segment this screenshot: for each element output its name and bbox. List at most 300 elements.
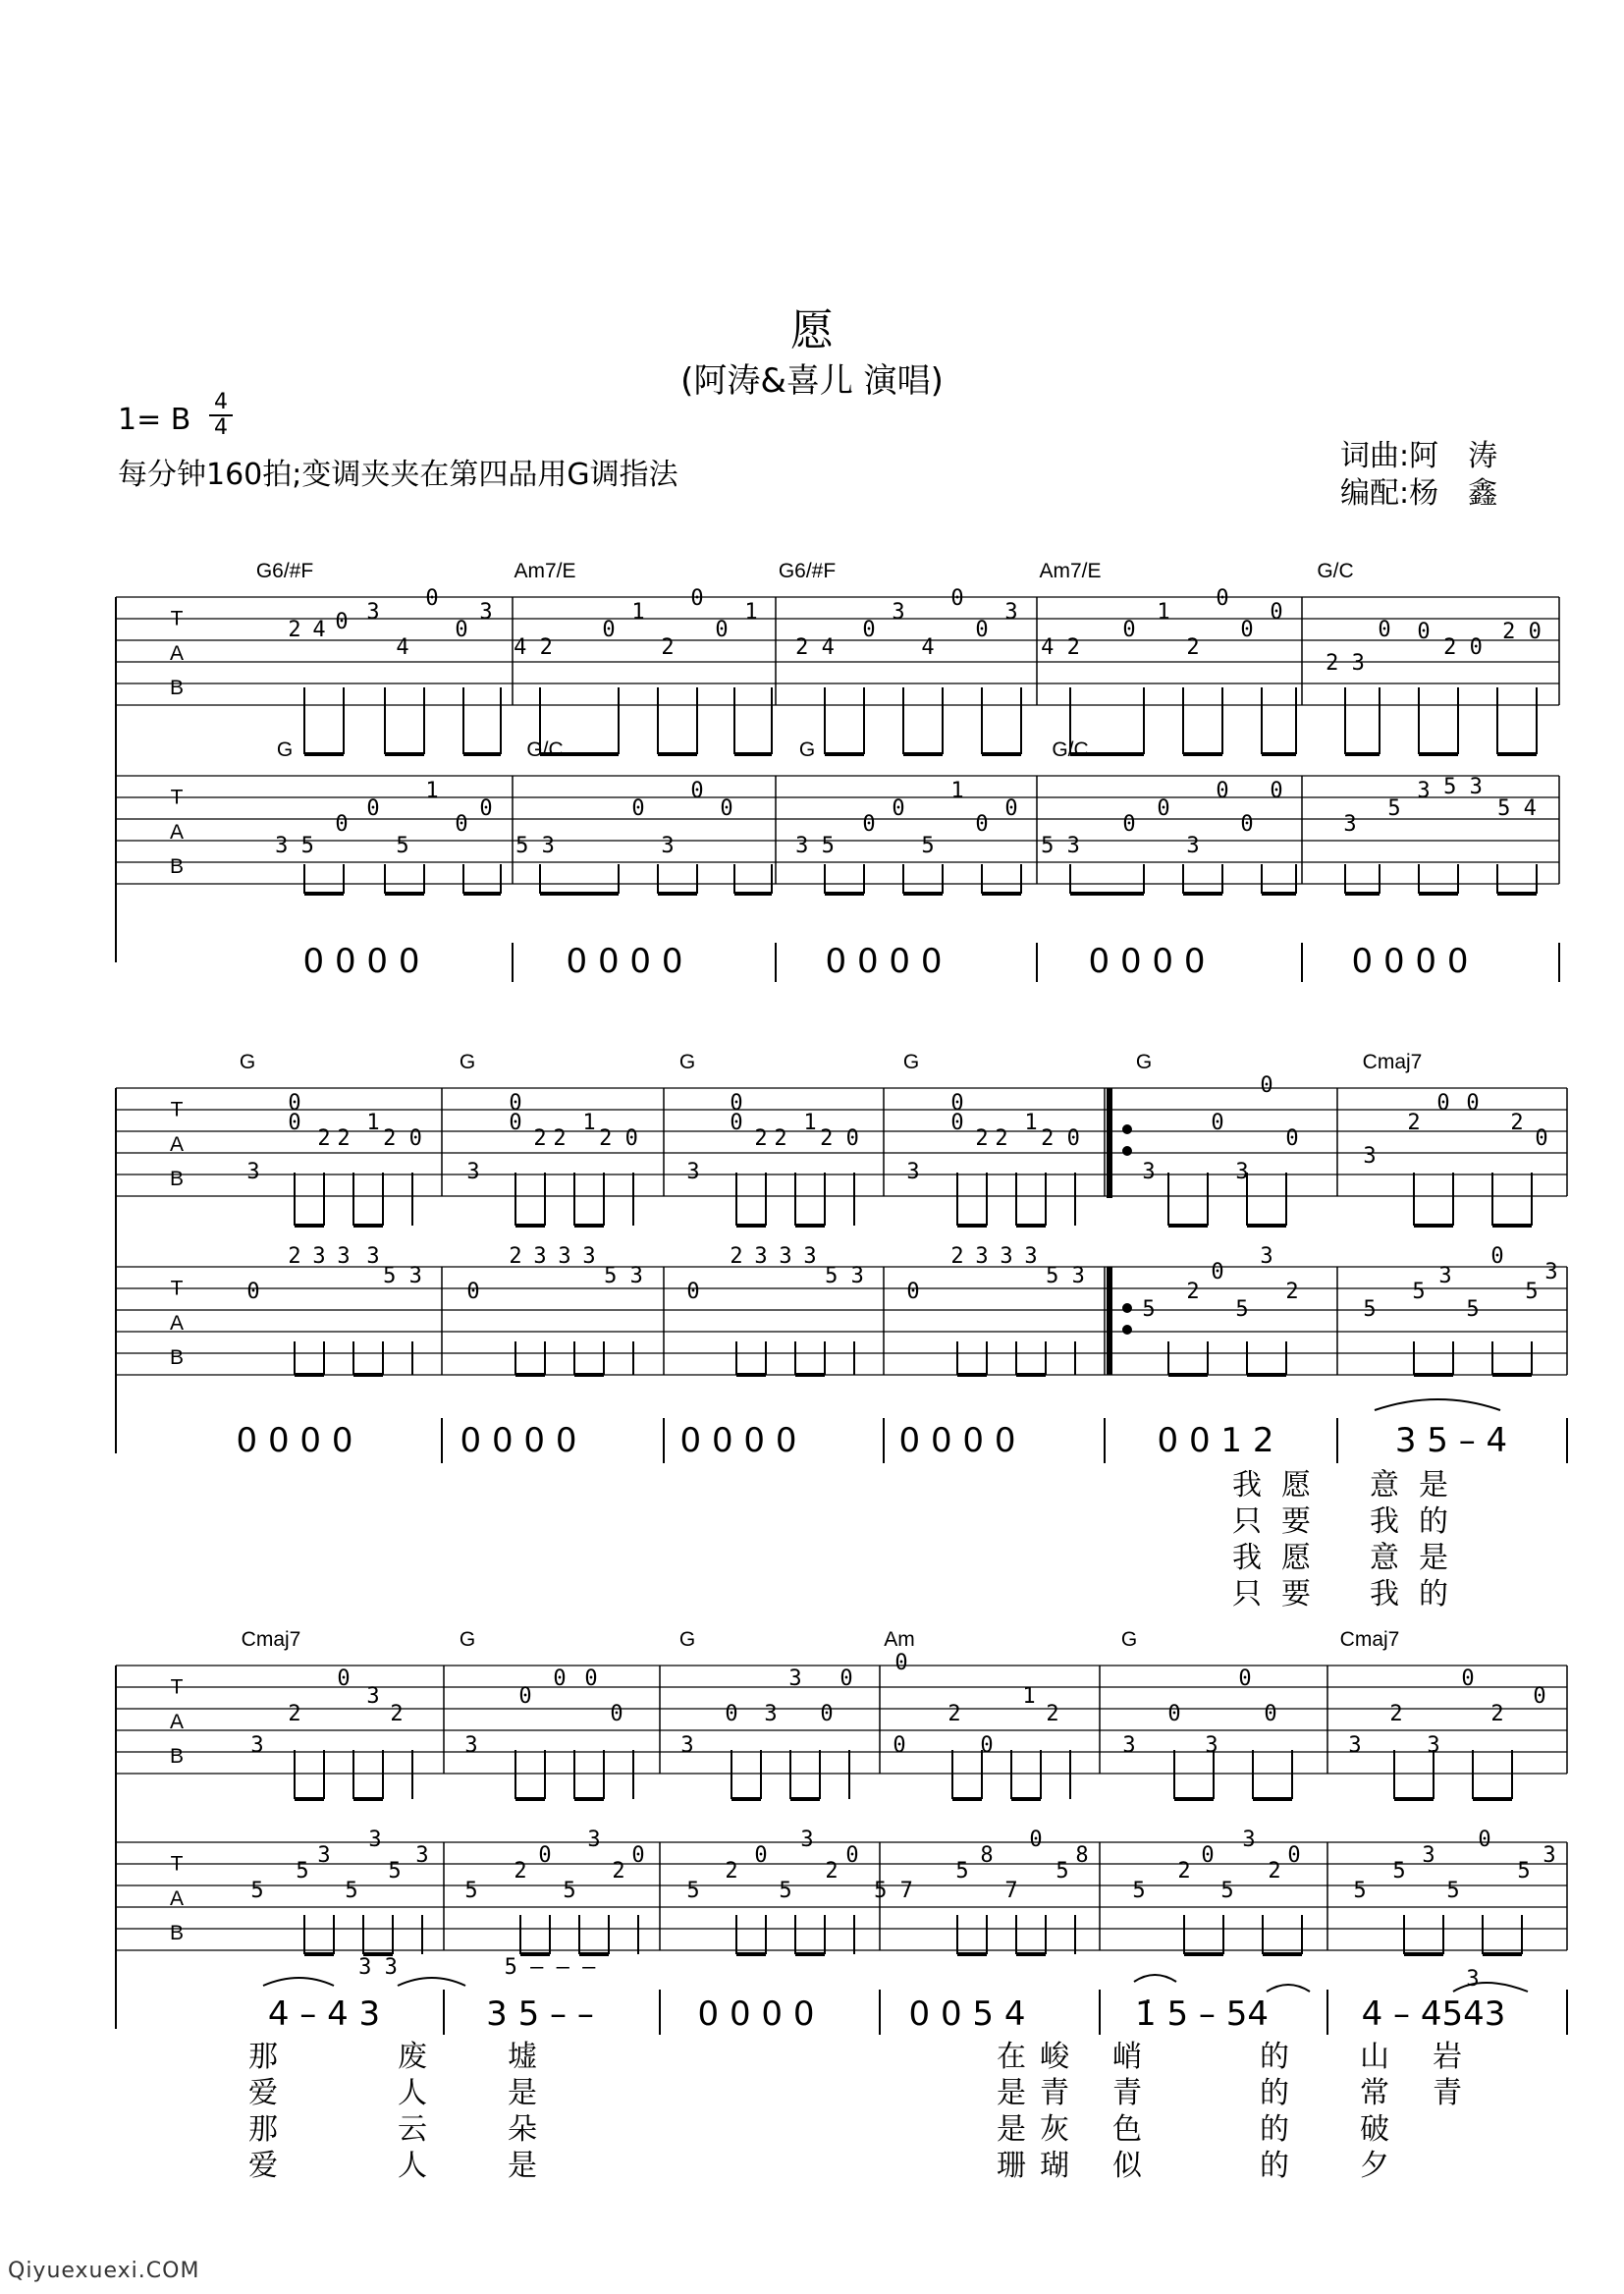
melody-measure: 0 0 0 0 xyxy=(679,1421,797,1460)
tab-letter-t: T xyxy=(170,607,184,630)
chord-name: G xyxy=(459,1628,476,1651)
fret-number: 5 xyxy=(1235,1297,1249,1322)
lyric-char: 珊 xyxy=(997,2149,1026,2183)
watermark: Qiyuexuexi.COM xyxy=(8,2259,200,2283)
fret-number: 1 xyxy=(582,1111,596,1135)
fret-number: 0 xyxy=(1004,796,1018,821)
fret-number: 3 xyxy=(1205,1733,1218,1758)
fret-number: 4 xyxy=(312,618,326,642)
fret-number: 3 xyxy=(779,1244,792,1269)
chord-name: G xyxy=(902,1051,920,1073)
tab-letter-b: B xyxy=(169,1922,185,1944)
fret-number: 0 xyxy=(1029,1828,1043,1852)
fret-number: 0 xyxy=(1211,1111,1224,1135)
fret-number: 0 xyxy=(246,1280,260,1304)
lyric-char: 似 xyxy=(1112,2149,1142,2183)
fret-number: 0 xyxy=(337,1666,351,1691)
fret-number: 5 xyxy=(1466,1297,1480,1322)
fret-number: 5 xyxy=(955,1859,969,1884)
tab-letter-t: T xyxy=(170,1852,184,1876)
tab-letter-a: A xyxy=(169,820,185,844)
lyric-char: 是 xyxy=(1419,1468,1448,1502)
lyric-char: 只 xyxy=(1232,1504,1262,1539)
melody-measure: 0 0 0 0 xyxy=(566,942,683,981)
lyric-char: 人 xyxy=(398,2076,427,2110)
time-sig-bottom: 4 xyxy=(214,415,228,440)
tab-letter-a: A xyxy=(169,1710,185,1733)
lyric-char: 是 xyxy=(997,2112,1026,2147)
fret-number: 3 xyxy=(1438,1264,1452,1288)
melody-measure: 0 0 1 2 xyxy=(1157,1421,1274,1460)
chord-name: G/C xyxy=(526,738,564,761)
fret-number: 2 xyxy=(288,1702,301,1726)
fret-number: 2 xyxy=(288,618,301,642)
fret-number: 0 xyxy=(455,618,468,642)
fret-number: 3 xyxy=(1543,1843,1556,1868)
fret-number: 5 xyxy=(779,1879,792,1903)
fret-number: 0 xyxy=(845,1843,859,1868)
fret-number: 2 0 xyxy=(599,1126,638,1151)
fret-number: 0 xyxy=(1264,1702,1277,1726)
melody-measure: 0 0 0 0 xyxy=(697,1994,815,2034)
fret-number: 0 xyxy=(1535,1126,1548,1151)
fret-number: 5 3 xyxy=(825,1264,864,1288)
lyric-char: 我 xyxy=(1370,1577,1399,1611)
fret-number: 3 xyxy=(788,1666,802,1691)
fret-number: 0 xyxy=(690,779,704,803)
fret-number: 5 xyxy=(250,1879,264,1903)
fret-number: 3 xyxy=(558,1244,571,1269)
fret-number: 3 xyxy=(366,1684,380,1709)
fret-number: 0 xyxy=(425,586,439,611)
chord-name: G6/#F xyxy=(778,560,837,582)
lyric-char: 爱 xyxy=(248,2149,278,2183)
fret-number: 3 xyxy=(1004,600,1018,625)
fret-number: 0 xyxy=(1478,1828,1491,1852)
fret-number: 5 xyxy=(1132,1879,1146,1903)
fret-number: 0 xyxy=(335,812,349,837)
fret-number: 3 xyxy=(1260,1244,1273,1269)
fret-number: 3 xyxy=(246,1160,260,1184)
fret-number: 5 3 xyxy=(1443,775,1483,799)
lyric-char: 的 xyxy=(1419,1504,1448,1539)
fret-number: 3 xyxy=(317,1843,331,1868)
fret-number: 0 xyxy=(1157,796,1170,821)
fret-number: 2 xyxy=(1186,635,1200,660)
fret-number: 5 xyxy=(296,1859,309,1884)
fret-number: 3 xyxy=(1142,1160,1156,1184)
fret-number: 0 xyxy=(839,1666,853,1691)
chord-name: G6/#F xyxy=(255,560,314,582)
fret-number: 2 xyxy=(950,1244,964,1269)
fret-number: 0 xyxy=(1240,812,1254,837)
fret-number: 2 xyxy=(337,1126,351,1151)
lyric-char: 那 xyxy=(248,2112,278,2147)
song-subtitle: (阿涛&喜儿 演唱) xyxy=(680,361,944,401)
repeat-dot xyxy=(1122,1303,1132,1313)
fret-number: 0 xyxy=(1533,1684,1546,1709)
credit-arrangement: 编配:杨 鑫 xyxy=(1340,476,1498,511)
fret-number: 2 xyxy=(553,1126,567,1151)
credit-lyrics-music: 词曲:阿 涛 xyxy=(1340,439,1498,473)
fret-number: 0 xyxy=(518,1684,532,1709)
fret-number: 2 xyxy=(514,1859,527,1884)
fret-number: 1 xyxy=(631,600,645,625)
fret-number: 0 xyxy=(730,1091,743,1116)
chord-name: Cmaj7 xyxy=(241,1628,301,1651)
lyric-char: 要 xyxy=(1281,1504,1311,1539)
fret-number: 3 xyxy=(975,1244,989,1269)
lyric-char: 人 xyxy=(398,2149,427,2183)
tab-letter-a: A xyxy=(169,1886,185,1910)
fret-number: 0 xyxy=(1436,1091,1450,1116)
lyric-char: 朵 xyxy=(508,2112,537,2147)
chord-name: G xyxy=(239,1051,256,1073)
fret-number: 7 xyxy=(1004,1879,1018,1903)
fret-number: 0 xyxy=(950,1091,964,1116)
fret-number: 3 xyxy=(1235,1160,1249,1184)
tab-letter-b: B xyxy=(169,1745,185,1768)
fret-number: 1 xyxy=(1157,600,1170,625)
fret-number: 3 xyxy=(754,1244,768,1269)
fret-number: 5 3 xyxy=(515,834,555,858)
fret-number: 5 3 xyxy=(1041,834,1080,858)
fret-number: 0 xyxy=(288,1091,301,1116)
fret-number: 3 xyxy=(1122,1733,1136,1758)
chord-name: G xyxy=(798,738,816,761)
fret-number: 0 xyxy=(725,1702,738,1726)
fret-number: 0 xyxy=(1260,1073,1273,1098)
chord-name: Am xyxy=(884,1628,915,1651)
lyric-char: 是 xyxy=(508,2076,537,2110)
tab-letter-b: B xyxy=(169,1346,185,1369)
lyric-char: 我 xyxy=(1370,1504,1399,1539)
fret-number: 5 xyxy=(1412,1280,1426,1304)
fret-number: 5 xyxy=(1517,1859,1531,1884)
tab-letter-b: B xyxy=(169,855,185,878)
fret-number: 3 xyxy=(661,834,675,858)
fret-number: 0 xyxy=(1285,1126,1299,1151)
fret-number: 5 xyxy=(1363,1297,1377,1322)
fret-number: 1 xyxy=(425,779,439,803)
chord-name: Am7/E xyxy=(514,560,576,582)
tab-letter-t: T xyxy=(170,1098,184,1121)
fret-number: 3 xyxy=(466,1160,480,1184)
tab-letter-t: T xyxy=(170,1675,184,1699)
fret-number: 0 xyxy=(584,1666,598,1691)
lyric-char: 只 xyxy=(1232,1577,1262,1611)
melody-measure: 1̇ 5 – 54 xyxy=(1135,1994,1269,2034)
fret-number: 1 xyxy=(366,1111,380,1135)
fret-number: 5 xyxy=(921,834,935,858)
fret-number: 4 xyxy=(921,635,935,660)
fret-number: 5 3 xyxy=(383,1264,422,1288)
lyric-char: 常 xyxy=(1360,2076,1389,2110)
fret-number: 0 xyxy=(1378,618,1391,642)
fret-number: 0 xyxy=(602,618,616,642)
repeat-dot xyxy=(1122,1325,1132,1335)
fret-number: 0 xyxy=(1201,1843,1215,1868)
melody-measure: 4 – 4 3 xyxy=(267,1994,381,2034)
fret-number: 0 xyxy=(690,586,704,611)
fret-number: 2 xyxy=(390,1702,404,1726)
song-title: 愿 xyxy=(790,305,834,355)
tie-arc xyxy=(1375,1399,1500,1410)
fret-number: 3 xyxy=(803,1244,817,1269)
lyric-char: 的 xyxy=(1260,2112,1289,2147)
fret-number: 0 xyxy=(1417,620,1431,644)
fret-number: 3 xyxy=(1024,1244,1038,1269)
fret-number: 1 xyxy=(1024,1111,1038,1135)
lyric-char: 的 xyxy=(1260,2149,1289,2183)
lyric-char: 愿 xyxy=(1281,1541,1311,1575)
fret-number: 0 xyxy=(1122,618,1136,642)
fret-number: 3 5 xyxy=(795,834,835,858)
fret-number: 2 xyxy=(947,1702,961,1726)
fret-number: 2 xyxy=(995,1126,1008,1151)
fret-number: 2 4 xyxy=(795,635,835,660)
lyric-char: 意 xyxy=(1370,1468,1399,1502)
lyric-char: 的 xyxy=(1419,1577,1448,1611)
fret-number: 1 xyxy=(950,779,964,803)
fret-number: 0 xyxy=(820,1702,834,1726)
fret-number: 5 xyxy=(388,1859,402,1884)
fret-number: 0 xyxy=(366,796,380,821)
chord-name: G/C xyxy=(1052,738,1089,761)
fret-number: 0 xyxy=(538,1843,552,1868)
fret-number: 0 xyxy=(720,796,733,821)
fret-number: 0 xyxy=(631,796,645,821)
fret-number: 0 xyxy=(892,796,905,821)
fret-number: 0 xyxy=(980,1733,994,1758)
fret-number: 2 xyxy=(533,1126,547,1151)
fret-number: 5 xyxy=(464,1879,478,1903)
lyric-char: 爱 xyxy=(248,2076,278,2110)
chord-name: Cmaj7 xyxy=(1339,1628,1400,1651)
fret-number: 2 xyxy=(1407,1111,1421,1135)
tab-letter-a: A xyxy=(169,1132,185,1156)
lyric-char: 是 xyxy=(508,2149,537,2183)
fret-number: 0 xyxy=(1461,1666,1475,1691)
lyric-char: 青 xyxy=(1433,2076,1462,2110)
repeat-dot xyxy=(1122,1124,1132,1134)
fret-number: 2 0 xyxy=(383,1126,422,1151)
lyric-char: 愿 xyxy=(1281,1468,1311,1502)
fret-number: 1 xyxy=(1022,1684,1036,1709)
fret-number: 5 xyxy=(563,1879,576,1903)
chord-name: G xyxy=(459,1051,476,1073)
fret-number: 2 3 xyxy=(1326,651,1365,676)
fret-number: 5 xyxy=(1056,1859,1069,1884)
fret-number: 2 0 xyxy=(1502,620,1542,644)
fret-number: 0 xyxy=(1122,812,1136,837)
lyric-char: 岩 xyxy=(1433,2040,1462,2074)
melody-measure: 4 – 4543 xyxy=(1361,1994,1506,2034)
key-signature: 1= B xyxy=(118,403,191,437)
fret-number: 0 xyxy=(730,1111,743,1135)
fret-number: 0 xyxy=(1490,1244,1504,1269)
lyric-char: 峭 xyxy=(1112,2040,1142,2074)
fret-number: 0 xyxy=(1216,586,1229,611)
fret-number: 3 xyxy=(533,1244,547,1269)
fret-number: 4 xyxy=(396,635,409,660)
fret-number: 3 xyxy=(587,1828,601,1852)
fret-number: 0 xyxy=(950,586,964,611)
fret-number: 0 xyxy=(1167,1702,1181,1726)
fret-number: 0 xyxy=(1216,779,1229,803)
fret-number: 4 2 xyxy=(1041,635,1080,660)
fret-number: 2 xyxy=(661,635,675,660)
melody-measure: 0 0 0 0 xyxy=(898,1421,1016,1460)
fret-number: 0 xyxy=(631,1843,645,1868)
fret-number: 2 0 xyxy=(1443,635,1483,660)
fret-number: 0 xyxy=(479,796,493,821)
lyric-char: 废 xyxy=(398,2040,427,2074)
lyric-char: 青 xyxy=(1112,2076,1142,2110)
fret-number: 2 xyxy=(730,1244,743,1269)
tie-arc xyxy=(263,1978,334,1986)
fret-number: 3 xyxy=(1186,834,1200,858)
melody-measure: 0 0 0 0 xyxy=(1351,942,1469,981)
lyric-char: 意 xyxy=(1370,1541,1399,1575)
fret-number: 5 xyxy=(1387,796,1401,821)
lyric-char: 是 xyxy=(1419,1541,1448,1575)
fret-number: 3 xyxy=(250,1733,264,1758)
fret-number: 5 xyxy=(1353,1879,1367,1903)
fret-number: 0 xyxy=(1238,1666,1252,1691)
lyric-char: 色 xyxy=(1112,2112,1142,2147)
fret-number: 3 xyxy=(1348,1733,1362,1758)
repeat-dot xyxy=(1122,1146,1132,1156)
harmony-note: 3 3 xyxy=(358,1955,398,1980)
lyric-char: 在 xyxy=(997,2040,1026,2074)
fret-number: 0 xyxy=(754,1843,768,1868)
lyric-char: 我 xyxy=(1232,1541,1262,1575)
lyric-char: 的 xyxy=(1260,2040,1289,2074)
fret-number: 3 xyxy=(1343,812,1357,837)
fret-number: 3 xyxy=(1422,1843,1435,1868)
fret-number: 2 xyxy=(754,1126,768,1151)
fret-number: 0 xyxy=(975,618,989,642)
fret-number: 0 xyxy=(686,1280,700,1304)
fret-number: 3 xyxy=(1000,1244,1013,1269)
fret-number: 2 xyxy=(509,1244,522,1269)
fret-number: 3 xyxy=(800,1828,814,1852)
fret-number: 0 xyxy=(862,618,876,642)
fret-number: 0 xyxy=(509,1111,522,1135)
fret-number: 8 xyxy=(980,1843,994,1868)
fret-number: 0 xyxy=(1240,618,1254,642)
fret-number: 4 2 xyxy=(514,635,553,660)
tie-arc xyxy=(1453,1983,1528,1992)
melody-measure: 3 5 – 4 xyxy=(1394,1421,1508,1460)
fret-number: 3 xyxy=(368,1828,382,1852)
fret-number: 0 xyxy=(335,610,349,634)
fret-number: 5 xyxy=(396,834,409,858)
lyric-char: 云 xyxy=(398,2112,427,2147)
lyric-char: 墟 xyxy=(508,2040,537,2074)
tab-letter-b: B xyxy=(169,1168,185,1190)
fret-number: 3 xyxy=(764,1702,778,1726)
fret-number: 5 3 xyxy=(604,1264,643,1288)
fret-number: 5 xyxy=(1446,1879,1460,1903)
lyric-char: 灰 xyxy=(1040,2112,1069,2147)
fret-number: 2 xyxy=(1490,1702,1504,1726)
fret-number: 2 xyxy=(612,1859,625,1884)
fret-number: 3 xyxy=(1417,779,1431,803)
fret-number: 3 xyxy=(366,1244,380,1269)
fret-number: 2 xyxy=(317,1126,331,1151)
fret-number: 0 xyxy=(906,1280,920,1304)
chord-name: G xyxy=(678,1628,696,1651)
fret-number: 0 xyxy=(975,812,989,837)
fret-number: 2 xyxy=(1268,1859,1281,1884)
fret-number: 2 xyxy=(725,1859,738,1884)
melody-measure: 0 0 5 4 xyxy=(908,1994,1026,2034)
fret-number: 0 xyxy=(1270,600,1283,625)
fret-number: 5 xyxy=(345,1879,358,1903)
fret-number: 3 xyxy=(1242,1828,1256,1852)
tab-letter-a: A xyxy=(169,1311,185,1335)
fret-number: 0 xyxy=(862,812,876,837)
fret-number: 5 xyxy=(1220,1879,1234,1903)
fret-number: 3 xyxy=(1544,1260,1558,1284)
fret-number: 3 xyxy=(582,1244,596,1269)
fret-number: 3 xyxy=(680,1733,694,1758)
lyric-char: 是 xyxy=(997,2076,1026,2110)
fret-number: 5 4 xyxy=(1497,796,1537,821)
fret-number: 0 xyxy=(715,618,729,642)
tempo-capo-note: 每分钟160拍;变调夹夹在第四品用G调指法 xyxy=(118,458,678,492)
fret-number: 3 xyxy=(337,1244,351,1269)
lyric-char: 破 xyxy=(1360,2112,1389,2147)
fret-number: 0 xyxy=(466,1280,480,1304)
lyric-char: 瑚 xyxy=(1040,2149,1069,2183)
fret-number: 0 xyxy=(950,1111,964,1135)
lyric-char: 我 xyxy=(1232,1468,1262,1502)
tab-letter-b: B xyxy=(169,677,185,699)
melody-measure: 0 0 0 0 xyxy=(460,1421,577,1460)
fret-number: 0 xyxy=(553,1666,567,1691)
lyric-char: 那 xyxy=(248,2040,278,2074)
lyric-char: 的 xyxy=(1260,2076,1289,2110)
tab-letter-a: A xyxy=(169,641,185,665)
fret-number: 2 xyxy=(825,1859,839,1884)
fret-number: 3 xyxy=(479,600,493,625)
triplet-mark: 3 xyxy=(1466,1967,1480,1992)
fret-number: 0 xyxy=(893,1733,906,1758)
fret-number: 3 5 xyxy=(275,834,314,858)
chord-name: G/C xyxy=(1317,560,1354,582)
fret-number: 0 xyxy=(610,1702,623,1726)
fret-number: 0 xyxy=(288,1111,301,1135)
lyric-char: 要 xyxy=(1281,1577,1311,1611)
chord-name: Am7/E xyxy=(1039,560,1102,582)
lyric-char: 夕 xyxy=(1360,2149,1389,2183)
fret-number: 2 xyxy=(288,1244,301,1269)
tie-arc xyxy=(1134,1975,1176,1982)
fret-number: 3 xyxy=(906,1160,920,1184)
tie-arc xyxy=(398,1978,465,1986)
harmony-note: 5 – – – xyxy=(504,1955,596,1980)
tab-letter-t: T xyxy=(170,786,184,809)
chord-name: Cmaj7 xyxy=(1362,1051,1423,1073)
fret-number: 3 xyxy=(892,600,905,625)
tie-arc xyxy=(1267,1985,1310,1992)
melody-measure: 0 0 0 0 xyxy=(1088,942,1206,981)
fret-number: 2 xyxy=(975,1126,989,1151)
fret-number: 0 xyxy=(894,1651,908,1675)
